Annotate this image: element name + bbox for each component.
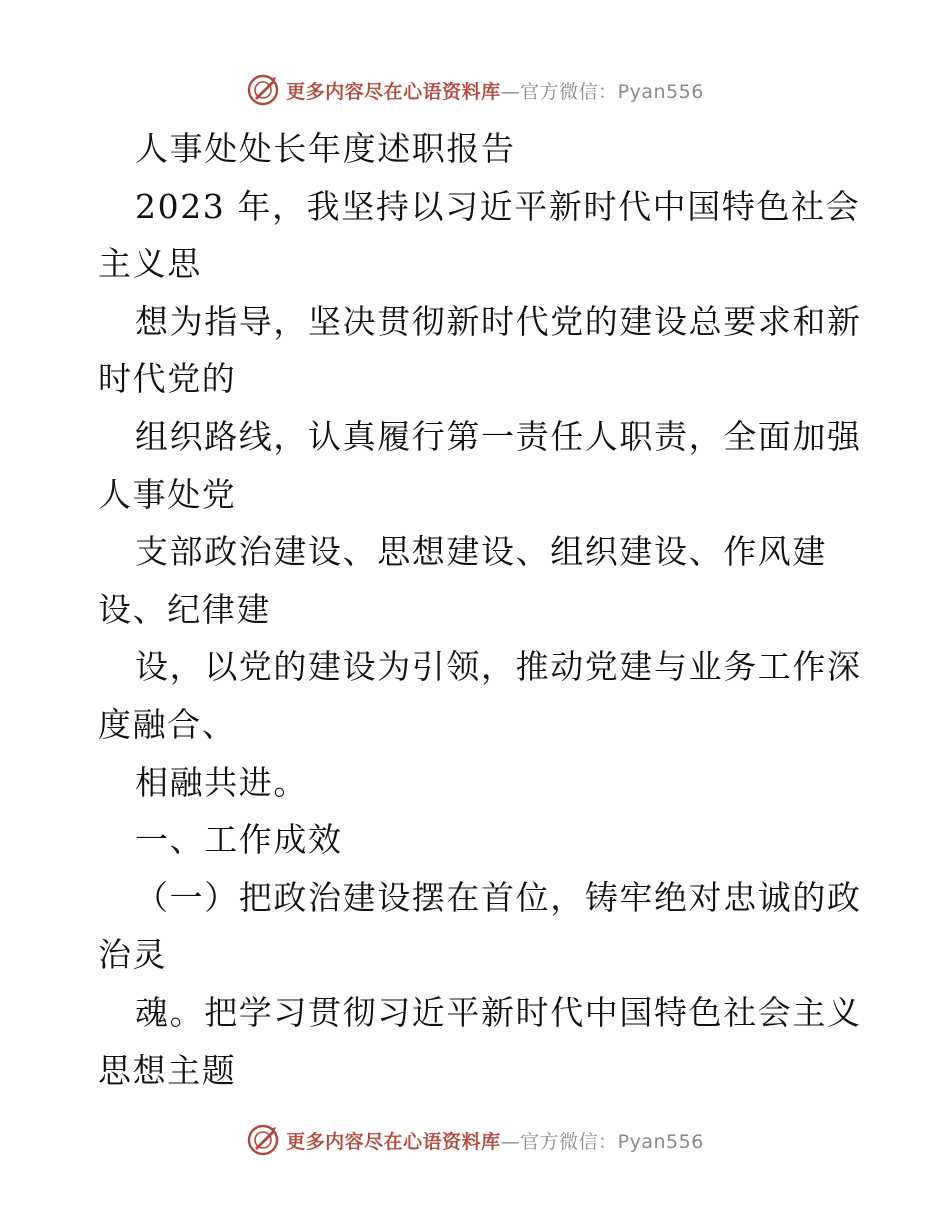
footer-banner-main: 更多内容尽在心语资料库 — [286, 1130, 501, 1153]
paragraph-line: 一、工作成效 — [135, 820, 343, 860]
brand-logo-icon — [246, 73, 280, 107]
header-banner-main: 更多内容尽在心语资料库 — [286, 80, 501, 103]
paragraph-line: 相融共进。 — [135, 762, 308, 802]
header-banner-separator: — — [500, 80, 521, 103]
paragraph-line: 主义思 — [98, 244, 202, 284]
paragraph-line: 时代党的 — [98, 359, 237, 399]
footer-banner-separator: — — [500, 1130, 521, 1153]
paragraph-line: 思想主题 — [98, 1050, 237, 1090]
paragraph-line: 设，以党的建设为引领，推动党建与业务工作深 — [135, 647, 862, 687]
document-body — [98, 120, 862, 1099]
footer-banner — [0, 1120, 950, 1160]
footer-banner-suffix: 官方微信：Pyan556 — [520, 1130, 704, 1153]
paragraph-line: 支部政治建设、思想建设、组织建设、作风建 — [135, 532, 827, 572]
header-banner — [0, 70, 950, 110]
footer-banner-text — [286, 1127, 704, 1154]
paragraph-line: （一）把政治建设摆在首位，铸牢绝对忠诚的政 — [135, 877, 862, 917]
paragraph-line: 组织路线，认真履行第一责任人职责，全面加强 — [135, 416, 862, 456]
paragraph-line: 度融合、 — [98, 704, 237, 744]
document-title: 人事处处长年度述职报告 — [135, 129, 516, 168]
header-banner-suffix: 官方微信：Pyan556 — [520, 80, 704, 103]
paragraph-line: 治灵 — [98, 935, 168, 975]
paragraph-line: 设、纪律建 — [98, 589, 271, 629]
paragraph-line: 2023 年，我坚持以习近平新时代中国特色社会 — [135, 186, 861, 226]
paragraph-line: 魂。把学习贯彻习近平新时代中国特色社会主义 — [135, 992, 862, 1032]
paragraph-line: 想为指导，坚决贯彻新时代党的建设总要求和新 — [135, 301, 862, 341]
brand-logo-icon — [246, 1123, 280, 1157]
header-banner-text — [286, 77, 704, 104]
paragraph-line: 人事处党 — [98, 474, 237, 514]
